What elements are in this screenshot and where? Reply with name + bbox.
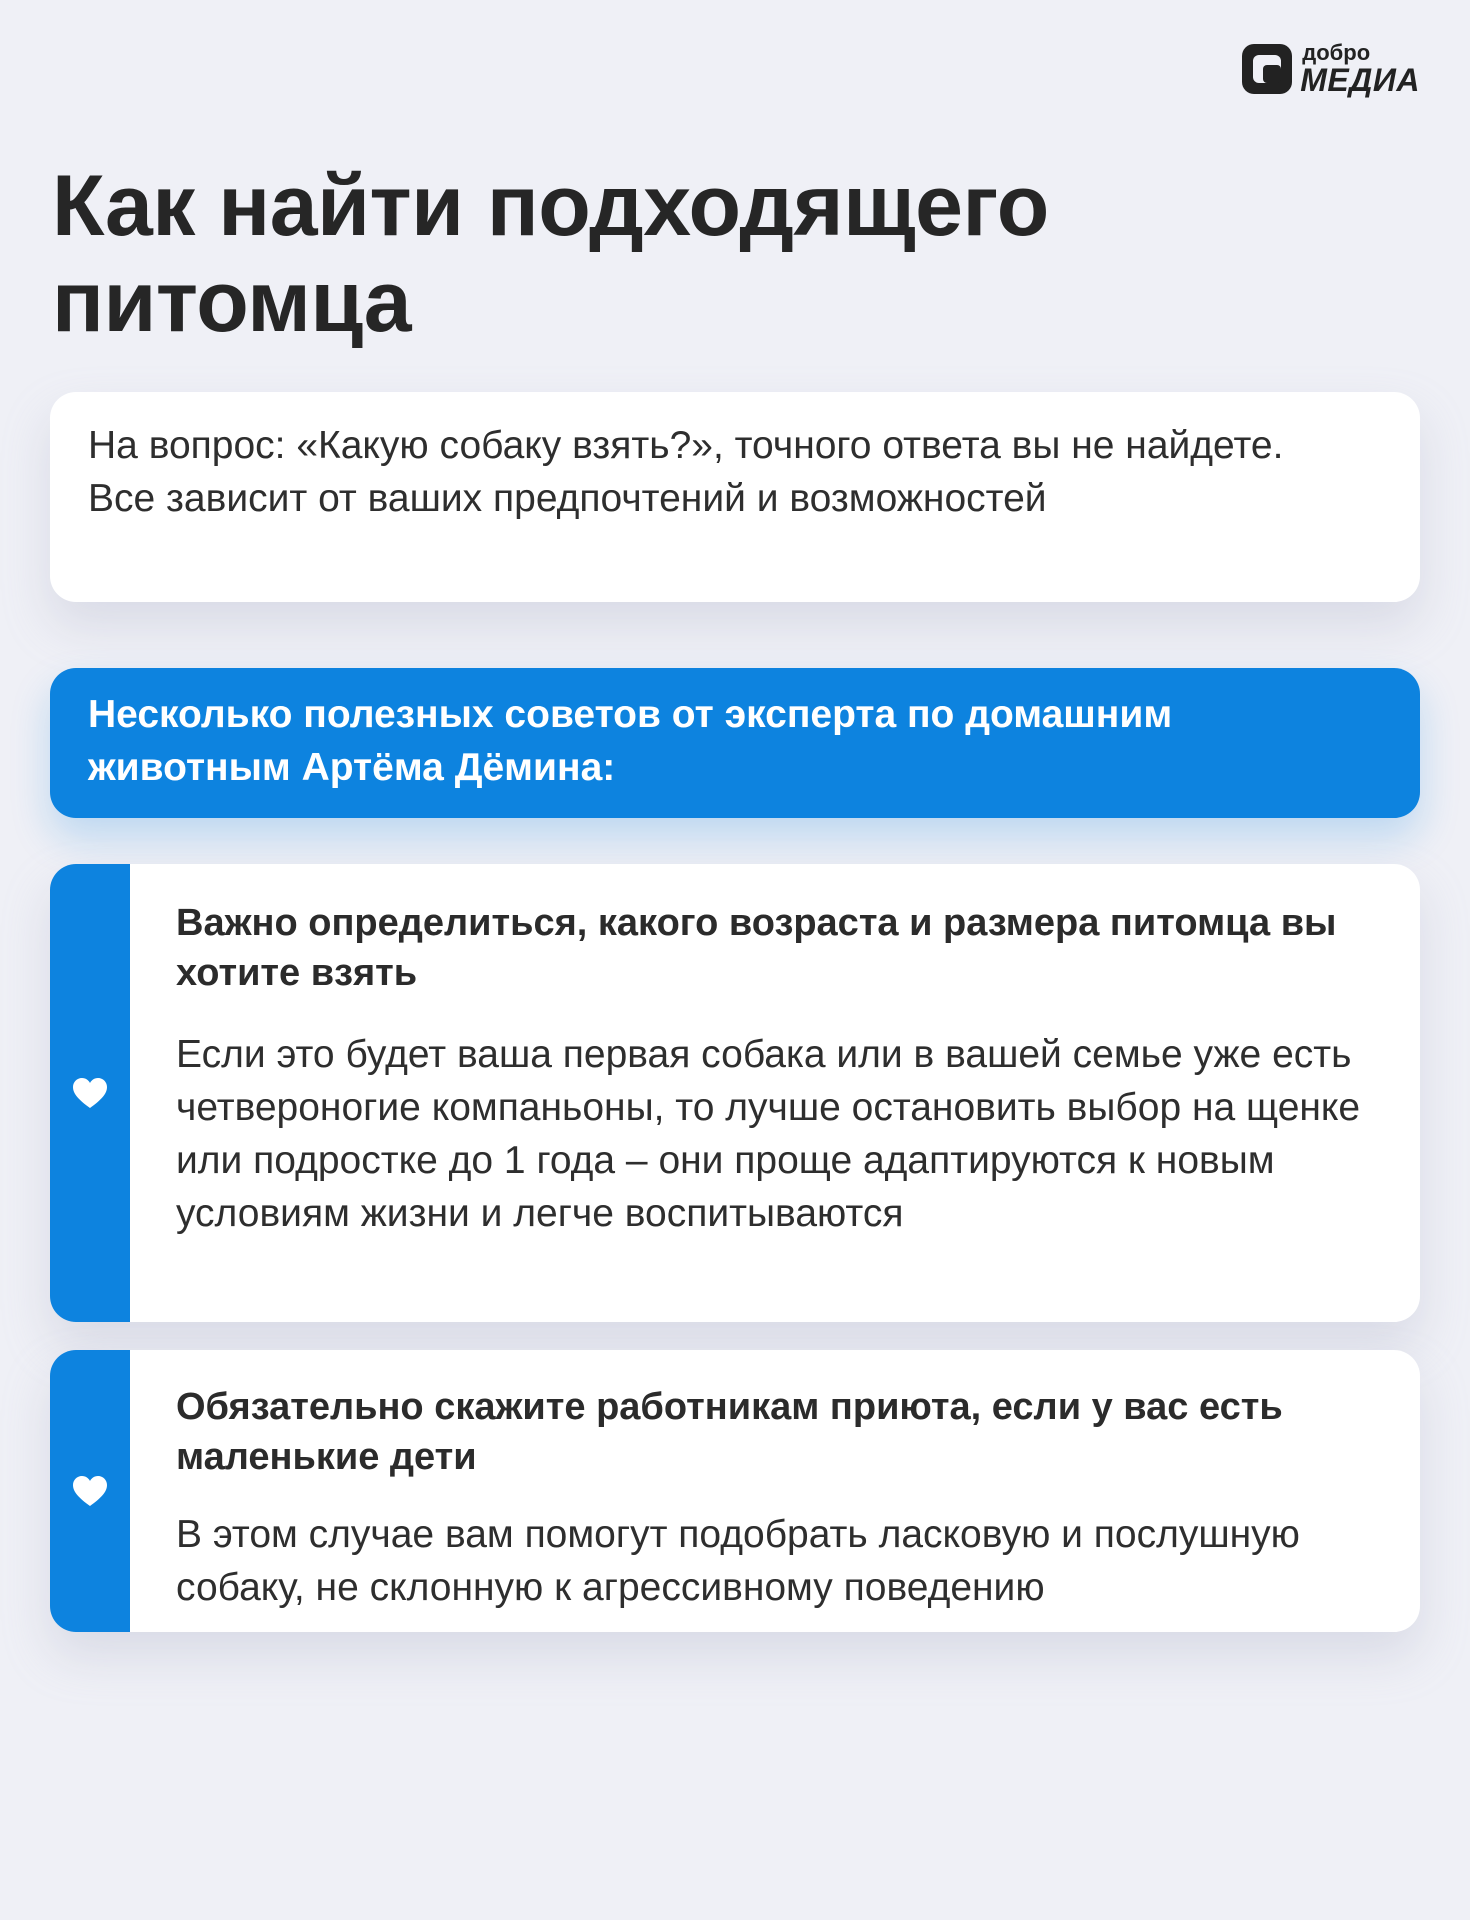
logo-mark-icon [1242,44,1292,94]
heart-icon [72,1475,108,1507]
tip-heading: Обязательно скажите работникам приюта, если у вас есть маленькие дети [176,1386,1283,1479]
logo-text-bottom: МЕДИА [1300,62,1420,98]
tip-card-age-size [50,864,1420,1322]
logo-text-top: добро [1302,40,1371,65]
heart-icon [72,1077,108,1109]
tip-body: Если это будет ваша первая собака или в вашей семье уже есть четвероногие компаньоны, то лучше остановить выбор на щенке или подростке до 1 года – они проще адаптируются к новым условиям жизни и легче воспитываются [176,1033,1361,1236]
banner-text: Несколько полезных советов от эксперта по домашним животным Артёма Дёмина: [88,693,1173,790]
page-title: Как найти подходящего питомца [52,158,1049,351]
tip-content [176,1382,1396,1614]
intro-card [50,392,1420,602]
tip-accent-bar [50,864,130,1322]
tip-heading: Важно определиться, какого возраста и размера питомца вы хотите взять [176,902,1337,995]
tip-card-children [50,1350,1420,1632]
intro-text: На вопрос: «Какую собаку взять?», точного ответа вы не найдете. Все зависит от ваших предпочтений и возможностей [88,424,1284,521]
expert-banner [50,668,1420,818]
brand-logo [1242,42,1420,96]
logo-wordmark [1300,42,1420,96]
tip-accent-bar [50,1350,130,1632]
tip-body: В этом случае вам помогут подобрать ласковую и послушную собаку, не склонную к агрессивному поведению [176,1513,1300,1610]
tip-content [176,898,1396,1240]
